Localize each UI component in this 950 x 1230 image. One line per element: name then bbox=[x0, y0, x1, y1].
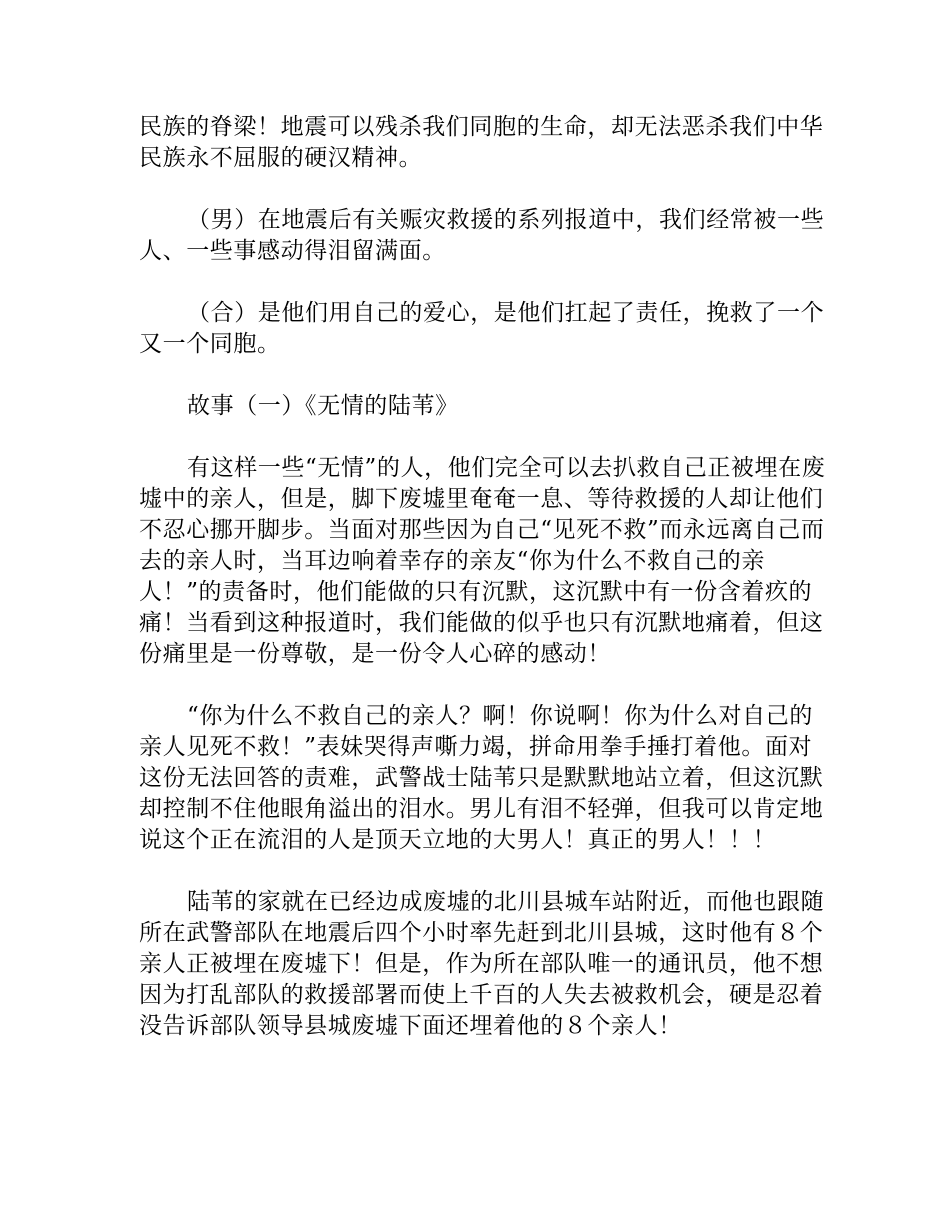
story-heading: 故事（一）《无情的陆苇》 bbox=[187, 393, 459, 419]
paragraph-story-intro: 有这样一些“无情”的人，他们完全可以去扒救自己正被埋在废墟中的亲人，但是，脚下废墟里奄奄一息、等待救援的人却让他们不忍心挪开脚步。当面对那些因为自己“见死不救”而永远离自己而去的亲人时，当耳边响着幸存的亲友“你为什么不救自己的亲人！”的责备时，他们能做的只有沉默，这沉默中有一份含着疚的痛！当看到这种报道时，我们能做的似乎也只有沉默地痛着，但这份痛里是一份尊敬，是一份令人心碎的感动！ bbox=[139, 455, 826, 667]
paragraph-background: 陆苇的家就在已经边成废墟的北川县城车站附近，而他也跟随所在武警部队在地震后四个小时率先赶到北川县城，这时他有８个亲人正被埋在废墟下！但是，作为所在部队唯一的通讯员，他不想因为打乱部队的救援部署而使上千百的人失去被救机会，硬是忍着没告诉部队领导县城废墟下面还埋着他的８个亲人！ bbox=[139, 889, 825, 1039]
paragraph-chorus: （合）是他们用自己的爱心，是他们扛起了责任，挽救了一个又一个同胞。 bbox=[139, 300, 825, 357]
paragraph-male-speaker: （男）在地震后有关赈灾救援的系列报道中，我们经常被一些人、一些事感动得泪留满面。 bbox=[139, 207, 825, 264]
paragraph-continuation: 民族的脊梁！地震可以残杀我们同胞的生命，却无法恶杀我们中华民族永不屈服的硬汉精神。 bbox=[139, 114, 824, 171]
paragraph-dialogue: “你为什么不救自己的亲人？啊！你说啊！你为什么对自己的亲人见死不救！”表妹哭得声嘶力竭，拼命用拳手捶打着他。面对这份无法回答的责难，武警战士陆苇只是默默地站立着，但这沉默却控制不住他眼角溢出的泪水。男儿有泪不轻弹，但我可以肯定地说这个正在流泪的人是顶天立地的大男人！真正的男人！！！ bbox=[139, 703, 824, 853]
document-body bbox=[139, 112, 829, 1073]
